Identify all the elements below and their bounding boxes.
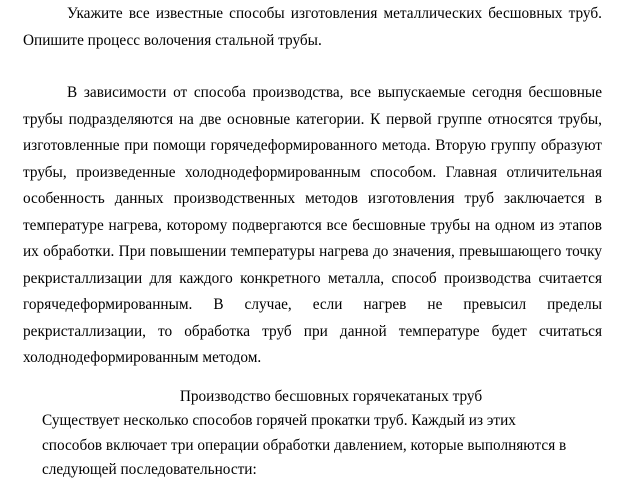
question-paragraph: Укажите все известные способы изготовления металлических бесшовных труб. Опишите процесс волочения стальной трубы. <box>23 5 602 49</box>
body-paragraph-manufacturing-methods: В зависимости от способа производства, все выпускаемые сегодня бесшовные трубы подразделяются на две основные категории. К первой группе относятся трубы, изготовленные при помощи горячедеформированного метода. Вторую группу образуют трубы, произведенные холоднодеформированным способом. Главная отличительная особенность данных производственных методов изготовления труб заключается в температуре нагрева, которому подвергаются все бесшовные трубы на одном из этапов их обработки. При повышении температуры нагрева до значения, превышающего точку рекристаллизации для каждого конкретного металла, способ производства считается горячедеформированным. В случае, если нагрев не превысил пределы рекристаллизации, то обработка труб при данной температуре будет считаться холоднодеформированным методом. <box>23 84 602 366</box>
body-paragraph-hot-rolling: Существует несколько способов горячей прокатки труб. Каждый из этих способов включает три операции обработки давлением, которые выполняются в следующей последовательности: <box>42 412 567 478</box>
section-heading: Производство бесшовных горячекатаных труб <box>179 388 483 405</box>
